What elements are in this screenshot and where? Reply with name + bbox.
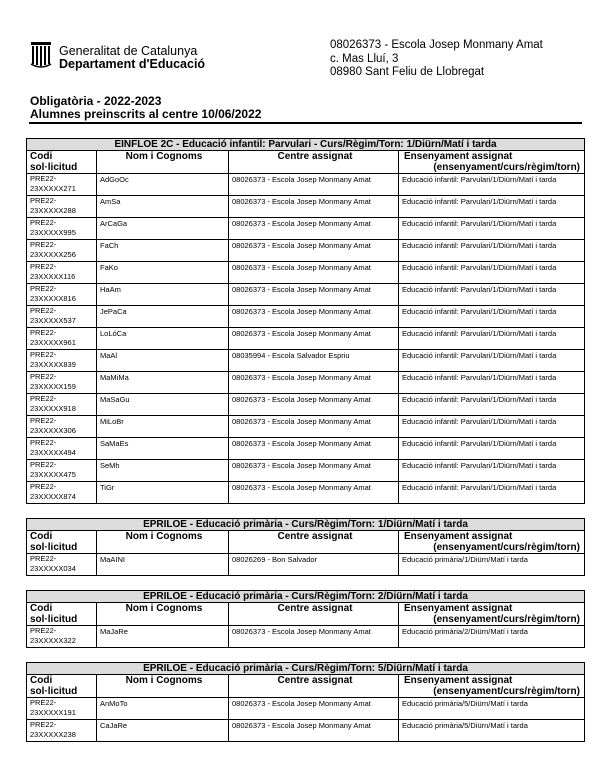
cell-nom: HaAm [97, 284, 229, 306]
org-line-2: Departament d'Educació [59, 57, 206, 71]
cell-text: 23XXXXX191 [30, 707, 76, 717]
section-title-row [27, 519, 585, 531]
cell-nom: MaJaRe [97, 626, 229, 648]
cell-codi [27, 262, 97, 284]
cell-codi [27, 218, 97, 240]
cell-ensenyament: Educació infantil: Parvulari/1/Diürn/Matí i tarda [399, 438, 585, 460]
table-row [27, 262, 585, 284]
cell-text: 23XXXXX874 [30, 491, 76, 501]
cell-centre: 08026373 - Escola Josep Monmany Amat [229, 626, 399, 648]
cell-text: PRE22- [30, 698, 57, 707]
column-header-text: (ensenyament/curs/règim/torn) [433, 162, 581, 173]
cell-text: 23XXXXX839 [30, 359, 76, 369]
cell-text: PRE22- [30, 438, 57, 447]
cell-text: PRE22- [30, 328, 57, 337]
cell-nom: ArCaGa [97, 218, 229, 240]
section-title-text: EPRILOE - Educació primària - Curs/Règim/Torn: 2/Diürn/Matí i tarda [143, 591, 468, 602]
column-header-text: Codi [30, 151, 53, 162]
cell-text: 23XXXXX159 [30, 381, 76, 391]
cell-codi [27, 196, 97, 218]
column-header-text: sol·licitud [30, 542, 78, 553]
cell-centre: 08026373 - Escola Josep Monmany Amat [229, 196, 399, 218]
cell-nom: AnMoTo [97, 698, 229, 720]
column-header-nom: Nom i Cognoms [97, 531, 229, 554]
cell-codi [27, 438, 97, 460]
section-title [27, 591, 585, 603]
table-row [27, 240, 585, 262]
cell-centre: 08026373 - Escola Josep Monmany Amat [229, 720, 399, 742]
cell-text: 23XXXXX034 [30, 563, 76, 573]
column-header-text: sol·licitud [30, 614, 78, 625]
cell-codi [27, 394, 97, 416]
cell-codi [27, 698, 97, 720]
column-header-text: (ensenyament/curs/règim/torn) [433, 542, 580, 553]
cell-ensenyament: Educació primària/1/Diürn/Matí i tarda [399, 554, 585, 576]
cell-text: PRE22- [30, 174, 57, 183]
cell-text: 23XXXXX494 [30, 447, 76, 457]
cell-ensenyament: Educació infantil: Parvulari/1/Diürn/Matí i tarda [399, 416, 585, 438]
cell-nom: MaAl [97, 350, 229, 372]
cell-text: PRE22- [30, 240, 57, 249]
section-title-text: EPRILOE - Educació primària - Curs/Règim/Torn: 1/Diürn/Matí i tarda [143, 519, 468, 530]
cell-ensenyament: Educació infantil: Parvulari/1/Diürn/Matí i tarda [399, 328, 585, 350]
cell-centre: 08026373 - Escola Josep Monmany Amat [229, 306, 399, 328]
column-header-ensenyament [399, 675, 585, 698]
cell-nom: LoLóCa [97, 328, 229, 350]
cell-text: PRE22- [30, 306, 57, 315]
section-title-row [27, 139, 585, 151]
cell-text: 23XXXXX288 [30, 205, 76, 215]
table-row [27, 394, 585, 416]
column-header-codi [27, 603, 97, 626]
column-header-row [27, 675, 585, 698]
cell-ensenyament: Educació infantil: Parvulari/1/Diürn/Matí i tarda [399, 240, 585, 262]
cell-ensenyament: Educació infantil: Parvulari/1/Diürn/Matí i tarda [399, 218, 585, 240]
cell-ensenyament: Educació infantil: Parvulari/1/Diürn/Matí i tarda [399, 482, 585, 504]
section-title-row [27, 663, 585, 675]
column-header-row [27, 531, 585, 554]
cell-nom: MaSaGu [97, 394, 229, 416]
cell-ensenyament: Educació infantil: Parvulari/1/Diürn/Matí i tarda [399, 196, 585, 218]
cell-ensenyament: Educació infantil: Parvulari/1/Diürn/Matí i tarda [399, 350, 585, 372]
cell-nom: AdGoOc [97, 174, 229, 196]
cell-centre: 08026373 - Escola Josep Monmany Amat [229, 240, 399, 262]
cell-text: PRE22- [30, 218, 57, 227]
cell-codi [27, 482, 97, 504]
cell-codi [27, 240, 97, 262]
cell-ensenyament: Educació infantil: Parvulari/1/Diürn/Matí i tarda [399, 460, 585, 482]
cell-centre: 08026373 - Escola Josep Monmany Amat [229, 174, 399, 196]
column-header-ensenyament [399, 151, 585, 174]
document-title-line-2: Alumnes preinscrits al centre 10/06/2022 [30, 107, 262, 121]
column-header-codi [27, 151, 97, 174]
column-header-text: sol·licitud [30, 162, 78, 173]
cell-centre: 08026373 - Escola Josep Monmany Amat [229, 482, 399, 504]
cell-nom: JePaCa [97, 306, 229, 328]
column-header-text: (ensenyament/curs/règim/torn) [433, 614, 580, 625]
cell-ensenyament: Educació primària/5/Diürn/Matí i tarda [399, 720, 585, 742]
table-row [27, 482, 585, 504]
cell-ensenyament: Educació infantil: Parvulari/1/Diürn/Matí i tarda [399, 394, 585, 416]
generalitat-logo-icon [30, 42, 52, 68]
column-header-centre: Centre assignat [229, 603, 399, 626]
table-row [27, 372, 585, 394]
cell-nom: SeMh [97, 460, 229, 482]
cell-text: 23XXXXX816 [30, 293, 76, 303]
column-header-centre: Centre assignat [229, 675, 399, 698]
cell-centre: 08026373 - Escola Josep Monmany Amat [229, 218, 399, 240]
column-header-text: Ensenyament assignat [404, 675, 513, 686]
column-header-centre: Centre assignat [229, 151, 399, 174]
cell-ensenyament: Educació primària/2/Diürn/Matí i tarda [399, 626, 585, 648]
cell-nom: MaMiMa [97, 372, 229, 394]
cell-codi [27, 350, 97, 372]
table-row [27, 284, 585, 306]
table-row [27, 554, 585, 576]
section-title-row [27, 591, 585, 603]
column-header-text: Codi [30, 675, 53, 686]
column-header-codi [27, 675, 97, 698]
section-title-text: EINFLOE 2C - Educació infantil: Parvulari - Curs/Règim/Torn: 1/Diürn/Matí i tarda [114, 139, 497, 150]
cell-text: 23XXXXX116 [30, 271, 76, 281]
cell-text: PRE22- [30, 460, 57, 469]
cell-text: PRE22- [30, 554, 57, 563]
table-row [27, 438, 585, 460]
table-row [27, 698, 585, 720]
document-title-line-1: Obligatòria - 2022-2023 [30, 94, 162, 108]
cell-codi [27, 174, 97, 196]
cell-text: PRE22- [30, 372, 57, 381]
cell-text: 23XXXXX918 [30, 403, 76, 413]
cell-nom: CaJaRe [97, 720, 229, 742]
column-header-ensenyament [399, 603, 585, 626]
cell-centre: 08026373 - Escola Josep Monmany Amat [229, 328, 399, 350]
cell-codi [27, 626, 97, 648]
column-header-text: Ensenyament assignat [404, 531, 513, 542]
column-header-ensenyament [399, 531, 585, 554]
cell-ensenyament: Educació infantil: Parvulari/1/Diürn/Matí i tarda [399, 174, 585, 196]
cell-codi [27, 328, 97, 350]
enrollment-table [26, 590, 585, 648]
cell-text: PRE22- [30, 196, 57, 205]
organization-name [59, 45, 205, 71]
cell-text: PRE22- [30, 626, 57, 635]
cell-nom: MiLoBr [97, 416, 229, 438]
cell-text: 23XXXXX995 [30, 227, 76, 237]
cell-codi [27, 460, 97, 482]
table-row [27, 218, 585, 240]
cell-text: PRE22- [30, 416, 57, 425]
cell-nom: FaCh [97, 240, 229, 262]
cell-nom: FaKo [97, 262, 229, 284]
cell-nom: AmSa [97, 196, 229, 218]
org-line-1: Generalitat de Catalunya [59, 44, 198, 58]
title-divider [29, 122, 582, 124]
cell-codi [27, 720, 97, 742]
cell-text: 23XXXXX271 [30, 183, 76, 193]
cell-text: PRE22- [30, 350, 57, 359]
enrollment-table [26, 138, 585, 504]
cell-codi [27, 306, 97, 328]
cell-ensenyament: Educació primària/5/Diürn/Matí i tarda [399, 698, 585, 720]
cell-centre: 08026373 - Escola Josep Monmany Amat [229, 372, 399, 394]
enrollment-table [26, 518, 585, 576]
cell-codi [27, 554, 97, 576]
cell-centre: 08035994 - Escola Salvador Espriu [229, 350, 399, 372]
cell-ensenyament: Educació infantil: Parvulari/1/Diürn/Matí i tarda [399, 372, 585, 394]
cell-ensenyament: Educació infantil: Parvulari/1/Diürn/Matí i tarda [399, 306, 585, 328]
cell-centre: 08026373 - Escola Josep Monmany Amat [229, 438, 399, 460]
cell-text: 23XXXXX961 [30, 337, 76, 347]
column-header-text: (ensenyament/curs/règim/torn) [433, 686, 580, 697]
cell-text: PRE22- [30, 262, 57, 271]
table-row [27, 350, 585, 372]
document-title [30, 95, 261, 121]
column-header-text: sol·licitud [30, 686, 78, 697]
table-row [27, 416, 585, 438]
table-row [27, 460, 585, 482]
cell-text: 23XXXXX306 [30, 425, 76, 435]
section-title [27, 663, 585, 675]
cell-ensenyament: Educació infantil: Parvulari/1/Diürn/Matí i tarda [399, 262, 585, 284]
section-title [27, 139, 585, 151]
column-header-text: Ensenyament assignat [404, 603, 513, 614]
column-header-centre: Centre assignat [229, 531, 399, 554]
column-header-row [27, 603, 585, 626]
table-row [27, 174, 585, 196]
column-header-text: Codi [30, 603, 53, 614]
cell-codi [27, 416, 97, 438]
cell-text: PRE22- [30, 394, 57, 403]
cell-centre: 08026373 - Escola Josep Monmany Amat [229, 284, 399, 306]
cell-centre: 08026373 - Escola Josep Monmany Amat [229, 698, 399, 720]
table-row [27, 626, 585, 648]
table-row [27, 306, 585, 328]
address-line: c. Mas Lluí, 3 [330, 52, 399, 65]
column-header-text: Ensenyament assignat [404, 151, 513, 162]
cell-text: 23XXXXX475 [30, 469, 76, 479]
enrollment-table [26, 662, 585, 742]
cell-nom: MaAINI [97, 554, 229, 576]
column-header-row [27, 151, 585, 174]
cell-nom: TiGr [97, 482, 229, 504]
cell-codi [27, 284, 97, 306]
cell-centre: 08026269 - Bon Salvador [229, 554, 399, 576]
address-line: 08026373 - Escola Josep Monmany Amat [330, 39, 543, 51]
cell-centre: 08026373 - Escola Josep Monmany Amat [229, 460, 399, 482]
address-line: 08980 Sant Feliu de Llobregat [330, 66, 485, 78]
column-header-nom: Nom i Cognoms [97, 151, 229, 174]
column-header-text: Codi [30, 531, 53, 542]
cell-centre: 08026373 - Escola Josep Monmany Amat [229, 262, 399, 284]
cell-text: 23XXXXX537 [30, 315, 76, 325]
cell-ensenyament: Educació infantil: Parvulari/1/Diürn/Matí i tarda [399, 284, 585, 306]
cell-text: 23XXXXX322 [30, 635, 76, 645]
cell-centre: 08026373 - Escola Josep Monmany Amat [229, 394, 399, 416]
column-header-nom: Nom i Cognoms [97, 675, 229, 698]
cell-centre: 08026373 - Escola Josep Monmany Amat [229, 416, 399, 438]
cell-text: 23XXXXX256 [30, 249, 76, 259]
cell-text: 23XXXXX238 [30, 729, 76, 739]
cell-text: PRE22- [30, 284, 57, 293]
section-title-text: EPRILOE - Educació primària - Curs/Règim/Torn: 5/Diürn/Matí i tarda [143, 663, 468, 674]
cell-codi [27, 372, 97, 394]
cell-text: PRE22- [30, 720, 57, 729]
column-header-nom: Nom i Cognoms [97, 603, 229, 626]
cell-nom: SaMaEs [97, 438, 229, 460]
table-row [27, 328, 585, 350]
table-row [27, 720, 585, 742]
column-header-codi [27, 531, 97, 554]
table-row [27, 196, 585, 218]
section-title [27, 519, 585, 531]
cell-text: PRE22- [30, 482, 57, 491]
school-address [330, 39, 543, 80]
